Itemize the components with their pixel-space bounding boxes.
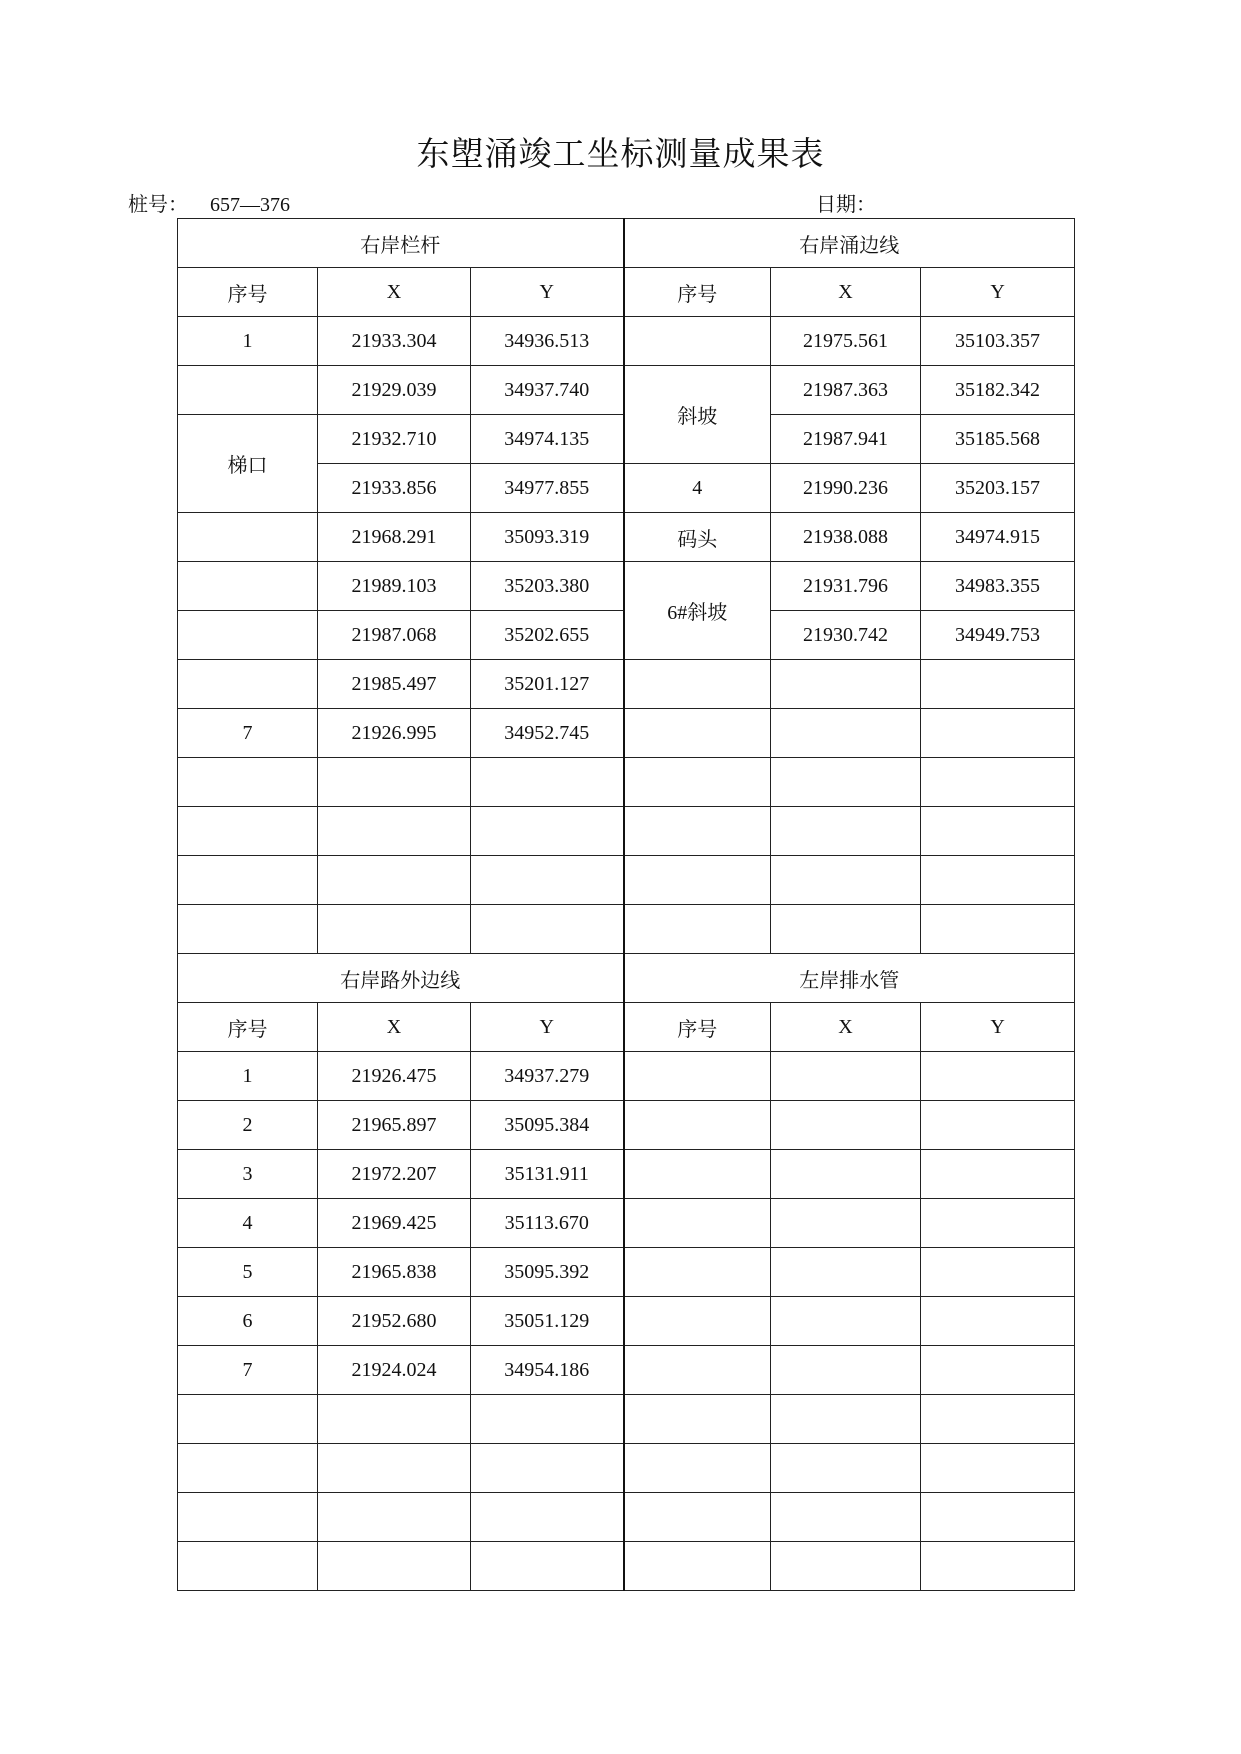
column-header-x: X: [771, 1003, 921, 1052]
empty-cell: [624, 660, 771, 709]
empty-cell: [921, 905, 1075, 954]
empty-cell: [624, 1493, 771, 1542]
x-cell: 21985.497: [318, 660, 471, 709]
seq-cell: 梯口: [178, 415, 318, 513]
column-header-y: Y: [921, 1003, 1075, 1052]
x-cell: 21990.236: [771, 464, 921, 513]
empty-cell: [624, 1297, 771, 1346]
y-cell: 34936.513: [471, 317, 624, 366]
empty-cell: [624, 1101, 771, 1150]
empty-cell: [921, 1493, 1075, 1542]
empty-cell: [178, 856, 318, 905]
x-cell: 21987.941: [771, 415, 921, 464]
section-title-right-railing: 右岸栏杆: [178, 219, 624, 268]
x-cell: 21933.304: [318, 317, 471, 366]
empty-cell: [921, 758, 1075, 807]
empty-cell: [178, 905, 318, 954]
section2-column-header-row: [178, 1003, 1075, 1052]
empty-cell: [624, 1052, 771, 1101]
x-cell: 21989.103: [318, 562, 471, 611]
empty-cell: [318, 1395, 471, 1444]
y-cell: 35203.380: [471, 562, 624, 611]
table-row: [178, 905, 1075, 954]
table-row: [178, 1493, 1075, 1542]
column-header-seq: 序号: [624, 268, 771, 317]
y-cell: 34954.186: [471, 1346, 624, 1395]
x-cell: 21924.024: [318, 1346, 471, 1395]
empty-cell: [921, 1395, 1075, 1444]
stake-value: 657—376: [210, 194, 290, 216]
x-cell: 21931.796: [771, 562, 921, 611]
empty-cell: [921, 1248, 1075, 1297]
empty-cell: [624, 905, 771, 954]
empty-cell: [771, 758, 921, 807]
empty-cell: [624, 709, 771, 758]
y-cell: 35095.392: [471, 1248, 624, 1297]
empty-cell: [624, 1248, 771, 1297]
seq-cell: 斜坡: [624, 366, 771, 464]
empty-cell: [771, 1101, 921, 1150]
seq-cell: [178, 660, 318, 709]
table-row: [178, 660, 1075, 709]
column-header-x: X: [771, 268, 921, 317]
empty-cell: [921, 1346, 1075, 1395]
table-row: [178, 758, 1075, 807]
stake-number: [128, 188, 290, 217]
empty-cell: [318, 1542, 471, 1591]
empty-cell: [624, 1199, 771, 1248]
y-cell: 35103.357: [921, 317, 1075, 366]
y-cell: 34983.355: [921, 562, 1075, 611]
empty-cell: [771, 1346, 921, 1395]
empty-cell: [318, 758, 471, 807]
seq-cell: [178, 513, 318, 562]
x-cell: 21965.838: [318, 1248, 471, 1297]
column-header-y: Y: [471, 268, 624, 317]
empty-cell: [771, 905, 921, 954]
empty-cell: [771, 1395, 921, 1444]
empty-cell: [471, 856, 624, 905]
empty-cell: [624, 1542, 771, 1591]
section2-title-row: [178, 954, 1075, 1003]
y-cell: 34952.745: [471, 709, 624, 758]
empty-cell: [921, 856, 1075, 905]
empty-cell: [178, 1395, 318, 1444]
x-cell: 21952.680: [318, 1297, 471, 1346]
y-cell: 35203.157: [921, 464, 1075, 513]
empty-cell: [178, 1444, 318, 1493]
table-row: [178, 366, 1075, 415]
section-title-left-drain-pipe: 左岸排水管: [624, 954, 1075, 1003]
y-cell: 35051.129: [471, 1297, 624, 1346]
table-row: [178, 513, 1075, 562]
seq-cell: 4: [624, 464, 771, 513]
empty-cell: [771, 709, 921, 758]
x-cell: 21972.207: [318, 1150, 471, 1199]
column-header-x: X: [318, 1003, 471, 1052]
survey-results-table: [177, 218, 1075, 1591]
table-row: [178, 1297, 1075, 1346]
table-row: [178, 709, 1075, 758]
empty-cell: [771, 1542, 921, 1591]
empty-cell: [624, 1444, 771, 1493]
seq-cell: 1: [178, 1052, 318, 1101]
empty-cell: [921, 1052, 1075, 1101]
table-row: [178, 856, 1075, 905]
date-field: [816, 188, 876, 217]
empty-cell: [471, 758, 624, 807]
y-cell: 35131.911: [471, 1150, 624, 1199]
x-cell: 21926.995: [318, 709, 471, 758]
seq-cell: 6#斜坡: [624, 562, 771, 660]
seq-cell: [178, 562, 318, 611]
seq-cell: 7: [178, 709, 318, 758]
empty-cell: [318, 856, 471, 905]
x-cell: 21930.742: [771, 611, 921, 660]
seq-cell: [178, 366, 318, 415]
date-label: 日期：: [816, 194, 876, 216]
x-cell: 21938.088: [771, 513, 921, 562]
column-header-seq: 序号: [178, 268, 318, 317]
column-header-y: Y: [471, 1003, 624, 1052]
empty-cell: [771, 807, 921, 856]
x-cell: 21968.291: [318, 513, 471, 562]
seq-cell: [624, 317, 771, 366]
section1-title-row: [178, 219, 1075, 268]
empty-cell: [178, 1542, 318, 1591]
x-cell: 21987.068: [318, 611, 471, 660]
section1-column-header-row: [178, 268, 1075, 317]
empty-cell: [471, 807, 624, 856]
y-cell: 34949.753: [921, 611, 1075, 660]
y-cell: 35201.127: [471, 660, 624, 709]
table-row: [178, 1150, 1075, 1199]
seq-cell: 1: [178, 317, 318, 366]
x-cell: 21933.856: [318, 464, 471, 513]
section-title-right-bank-edge: 右岸涌边线: [624, 219, 1075, 268]
x-cell: 21969.425: [318, 1199, 471, 1248]
seq-cell: 3: [178, 1150, 318, 1199]
column-header-x: X: [318, 268, 471, 317]
empty-cell: [921, 1199, 1075, 1248]
y-cell: 35182.342: [921, 366, 1075, 415]
empty-cell: [318, 1493, 471, 1542]
table-row: [178, 1248, 1075, 1297]
table-row: [178, 807, 1075, 856]
seq-cell: 6: [178, 1297, 318, 1346]
column-header-y: Y: [921, 268, 1075, 317]
column-header-seq: 序号: [624, 1003, 771, 1052]
empty-cell: [471, 905, 624, 954]
empty-cell: [921, 660, 1075, 709]
empty-cell: [624, 1346, 771, 1395]
empty-cell: [178, 758, 318, 807]
empty-cell: [771, 1444, 921, 1493]
x-cell: 21929.039: [318, 366, 471, 415]
y-cell: 35113.670: [471, 1199, 624, 1248]
empty-cell: [471, 1444, 624, 1493]
empty-cell: [771, 1297, 921, 1346]
x-cell: 21926.475: [318, 1052, 471, 1101]
empty-cell: [921, 1444, 1075, 1493]
y-cell: 35095.384: [471, 1101, 624, 1150]
empty-cell: [178, 1493, 318, 1542]
y-cell: 35202.655: [471, 611, 624, 660]
empty-cell: [771, 856, 921, 905]
empty-cell: [771, 1248, 921, 1297]
table-row: [178, 1395, 1075, 1444]
section-title-right-road-edge: 右岸路外边线: [178, 954, 624, 1003]
empty-cell: [771, 1493, 921, 1542]
empty-cell: [318, 807, 471, 856]
empty-cell: [624, 758, 771, 807]
empty-cell: [771, 660, 921, 709]
y-cell: 35185.568: [921, 415, 1075, 464]
table-row: [178, 317, 1075, 366]
table-row: [178, 562, 1075, 611]
table-row: [178, 1542, 1075, 1591]
x-cell: 21975.561: [771, 317, 921, 366]
y-cell: 34974.915: [921, 513, 1075, 562]
empty-cell: [624, 1395, 771, 1444]
y-cell: 34937.740: [471, 366, 624, 415]
table-row: [178, 1101, 1075, 1150]
x-cell: 21987.363: [771, 366, 921, 415]
empty-cell: [318, 1444, 471, 1493]
y-cell: 34937.279: [471, 1052, 624, 1101]
empty-cell: [471, 1493, 624, 1542]
y-cell: 34977.855: [471, 464, 624, 513]
empty-cell: [771, 1052, 921, 1101]
y-cell: 35093.319: [471, 513, 624, 562]
column-header-seq: 序号: [178, 1003, 318, 1052]
seq-cell: 码头: [624, 513, 771, 562]
x-cell: 21965.897: [318, 1101, 471, 1150]
seq-cell: 7: [178, 1346, 318, 1395]
empty-cell: [921, 1542, 1075, 1591]
empty-cell: [471, 1542, 624, 1591]
seq-cell: 4: [178, 1199, 318, 1248]
empty-cell: [921, 1150, 1075, 1199]
empty-cell: [771, 1199, 921, 1248]
empty-cell: [921, 709, 1075, 758]
empty-cell: [921, 1297, 1075, 1346]
seq-cell: [178, 611, 318, 660]
empty-cell: [771, 1150, 921, 1199]
empty-cell: [921, 1101, 1075, 1150]
table-row: [178, 1444, 1075, 1493]
y-cell: 34974.135: [471, 415, 624, 464]
stake-label: 桩号：: [128, 194, 188, 216]
page-title: 东塱涌竣工坐标测量成果表: [416, 137, 825, 173]
empty-cell: [624, 1150, 771, 1199]
empty-cell: [921, 807, 1075, 856]
empty-cell: [178, 807, 318, 856]
table-row: [178, 1199, 1075, 1248]
empty-cell: [624, 856, 771, 905]
table-row: [178, 1346, 1075, 1395]
empty-cell: [624, 807, 771, 856]
empty-cell: [471, 1395, 624, 1444]
x-cell: 21932.710: [318, 415, 471, 464]
seq-cell: 5: [178, 1248, 318, 1297]
seq-cell: 2: [178, 1101, 318, 1150]
table-row: [178, 1052, 1075, 1101]
empty-cell: [318, 905, 471, 954]
